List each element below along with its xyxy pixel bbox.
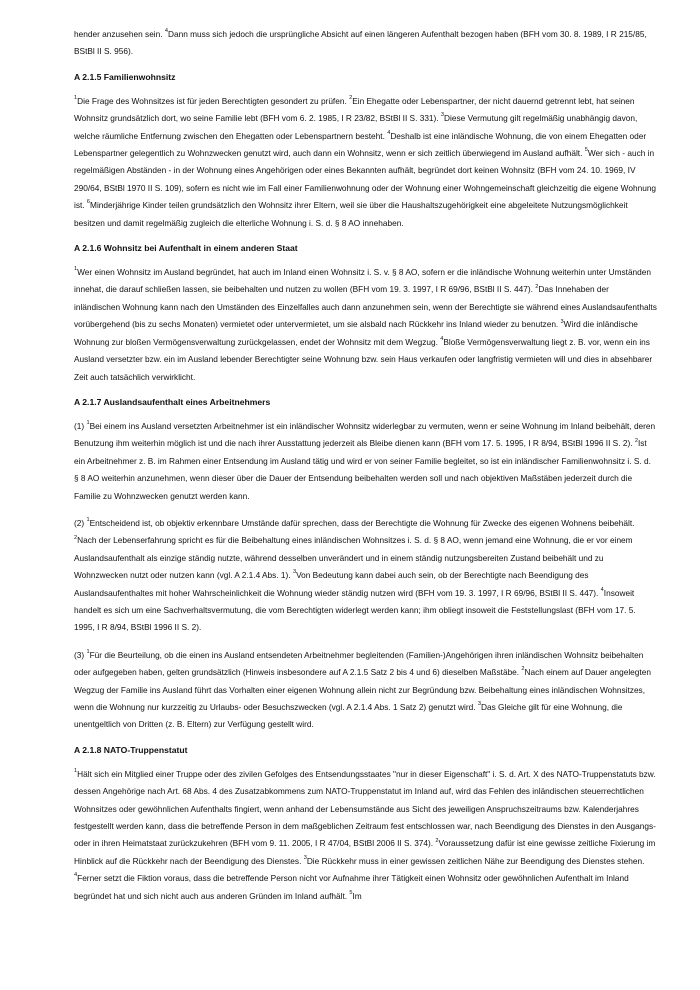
sentence-number: 4: [440, 335, 444, 342]
paragraph-text: Im: [352, 890, 362, 901]
paragraph-text: Minderjährige Kinder teilen grundsätzlich den Wohnsitz ihrer Eltern, weil sie über die Haushaltszugehörigkeit eine abgeleitete Nutzungsmöglichkeit besitzen und damit regelmäßig zugleich die elterliche Wohnung i. S. d. § 8 AO innehaben.: [74, 200, 628, 228]
sentence-number: 2: [535, 283, 539, 290]
sentence-number: 5: [584, 147, 588, 154]
paragraph-text: Die Frage des Wohnsitzes ist für jeden Berechtigten gesondert zu prüfen.: [77, 95, 350, 106]
section-heading: A 2.1.8 NATO-Truppenstatut: [74, 744, 188, 755]
sentence-number: 6: [86, 199, 91, 206]
sentence-number: 2: [521, 666, 525, 673]
paragraph: [74, 766, 657, 905]
paragraph-text: Bloße Vermögensverwaltung liegt z. B. vor, wenn ein ins Ausland versetzter bzw. ein im Ausland lebender Berechtigter seine Wohnung bzw. sein Haus verkaufen oder langfristig vermieten will und dies in absehbarer Zeit auch tatsächlich verwirklicht.: [74, 336, 653, 382]
sentence-number: 3: [303, 855, 307, 862]
sentence-number: 2: [634, 437, 638, 444]
sentence-number: 5: [349, 889, 353, 896]
paragraph-text: Dann muss sich jedoch die ursprüngliche Absicht auf einen längeren Aufenthalt bezogen haben (BFH vom 30. 8. 1989, I R 215/85, BStBl II S. 956).: [74, 29, 647, 57]
sentence-number: 1: [74, 768, 78, 775]
paragraph-text: Wird die inländische Wohnung zur bloßen Vermögensverwaltung zurückgelassen, endet der Wohnsitz mit dem Wegzug.: [74, 319, 638, 347]
sentence-number: 4: [74, 872, 78, 879]
paragraph-text: Ferner setzt die Fiktion voraus, dass die betreffende Person nicht vor Aufnahme ihrer Tätigkeit einen Wohnsitz oder gewöhnlichen Aufenthalt im Inland begründet hat und sich nicht auch aus anderen Gründen im Inland aufhält.: [74, 873, 629, 901]
sentence-number: 4: [164, 28, 168, 35]
paragraph-text: Bei einem ins Ausland versetzten Arbeitnehmer ist ein inländischer Wohnsitz widerlegbar zu vermuten, wenn er seine Wohnung im Inland beibehält, deren Benutzung ihm weiterhin möglich ist und die nach ihrer Ausstattung jederzeit als Bleibe dienen kann (BFH vom 17. 5. 1995, I R 8/94, BStBl 1996 II S. 2).: [74, 420, 656, 449]
paragraph-text: Von Bedeutung kann dabei auch sein, ob der Berechtigte nach Beendigung des Auslandsaufenthaltes mit hoher Wahrscheinlichkeit die Wohnung wieder ständig nutzen wird (BFH vom 19. 3. 1997, I R 69/96, BStBl II S. 447).: [74, 570, 601, 598]
paragraph-text: Wer einen Wohnsitz im Ausland begründet, hat auch im Inland einen Wohnsitz i. S. v. § 8 AO, sofern er die inländische Wohnung weiterhin unter Umständen innehat, die darauf schließen lassen, sie beibehalten und nutzen zu wollen (BFH vom 19. 3. 1997, I R 69/96, BStBl II S. 447).: [74, 267, 652, 295]
sentence-number: 1: [86, 420, 90, 427]
section-heading: A 2.1.5 Familienwohnsitz: [74, 71, 176, 82]
paragraph-text: Entscheidend ist, ob objektiv erkennbare Umstände dafür sprechen, dass der Berechtigte die Wohnung für Zwecke des eigenen Wohnens beibehält.: [89, 517, 635, 528]
paragraph-text: Wer sich - auch in regelmäßigen Abständen - in der Wohnung eines Angehörigen oder eines Bekannten aufhält, begründet dort keinen Wohnsitz (BFH vom 24. 10. 1969, IV 290/64, BStBl 1970 II S. 109), sofern es nicht wie im Fall einer Familienwohnung oder der Wohnung einer Wohngemeinschaft gleichzeitig die eigene Wohnung ist.: [74, 148, 657, 211]
sentence-number: 1: [86, 517, 90, 524]
section-heading: A 2.1.7 Auslandsaufenthalt eines Arbeitnehmers: [74, 396, 271, 407]
section-heading: A 2.1.6 Wohnsitz bei Aufenthalt in einem anderen Staat: [74, 243, 298, 254]
paragraph: [74, 647, 657, 734]
paragraph-text: Ein Ehegatte oder Lebenspartner, der nicht dauernd getrennt lebt, hat seinen Wohnsitz grundsätzlich dort, wo seine Familie lebt (BFH vom 6. 2. 1985, I R 23/82, BStBl II S. 331).: [74, 95, 635, 124]
sentence-number: 2: [349, 95, 353, 102]
paragraph: [74, 264, 657, 386]
paragraph-text: Das Gleiche gilt für eine Wohnung, die unentgeltlich von Dritten (z. B. Eltern) zur Verfügung gestellt wird.: [74, 702, 623, 730]
sentence-number: 4: [387, 129, 391, 136]
paragraph-text: Für die Beurteilung, ob die einen ins Ausland entsendeten Arbeitnehmer begleitenden (Familien-)Angehörigen ihren inländischen Wohnsitz beibehalten oder aufgegeben haben, gelten grundsätzlich (Hinweis insbesondere auf A 2.1.5 Satz 2 bis 4 und 6) dieselben Maßstäbe.: [74, 649, 644, 678]
paragraph-text: Diese Vermutung gilt regelmäßig unabhängig davon, welche räumliche Entfernung zwischen den Ehegatten oder Lebenspartnern besteht.: [74, 113, 638, 141]
paragraph-text: Das Innehaben der inländischen Wohnung kann nach den Umständen des Einzelfalles auch dann anzunehmen sein, wenn der Berechtigte sie während eines Auslandsaufenthalts vorübergehend (bis zu sechs Monaten) vermietet oder untervermietet, um sie alsbald nach Rückkehr ins Inland wieder zu benutzen.: [74, 284, 657, 330]
paragraph-text: Nach der Lebenserfahrung spricht es für die Beibehaltung eines inländischen Wohnsitzes i. S. d. § 8 AO, wenn jemand eine Wohnung, die er vor einem Auslandsaufenthalt als einzige ständig nutzte, während desselben unverändert und in einem ständig nutzungsbereiten Zustand beibehält und zu Wohnzwecken nutzt oder nutzen kann (vgl. A 2.1.4 Abs. 1).: [74, 535, 633, 581]
paragraph-text: (1): [74, 420, 87, 431]
paragraph-text: Deshalb ist eine inländische Wohnung, die von einem Ehegatten oder Lebenspartner gelegentlich zu Wohnzwecken genutzt wird, auch dann ein Wohnsitz, wenn er sich zeitlich überwiegend im Ausland aufhält.: [74, 130, 647, 159]
paragraph-text: Nach einem auf Dauer angelegten Wegzug der Familie ins Ausland führt das Vorhalten einer eigenen Wohnung allein nicht zur Begründung bzw. Beibehaltung eines inländischen Wohnsitzes, wenn die Wohnung nur kurzzeitig zu Urlaubs- oder Besuchszwecken (vgl. A 2.1.4 Abs. 1 Satz 2) genutzt wird.: [74, 667, 651, 712]
paragraph-text: Ist ein Arbeitnehmer z. B. im Rahmen einer Entsendung im Ausland tätig und wird er von seiner Familie begleitet, so ist ein inländischer Familienwohnsitz i. S. d. § 8 AO weiterhin anzunehmen, wenn dieser über die Dauer der Entsendung beibehalten werden soll und nach objektiven Maßstäben jederzeit durch die Familie zu Wohnzwecken genutzt werden kann.: [74, 438, 651, 501]
sentence-number: 1: [74, 95, 78, 102]
sentence-number: 1: [74, 266, 78, 273]
paragraph-text: (2): [74, 517, 87, 528]
paragraph: [74, 418, 657, 505]
sentence-number: 3: [292, 569, 297, 576]
paragraph-text: Die Rückkehr muss in einer gewissen zeitlichen Nähe zur Beendigung des Dienstes stehen.: [306, 855, 645, 866]
paragraph: [74, 515, 657, 637]
paragraph: [74, 93, 657, 232]
sentence-number: 2: [435, 837, 439, 844]
sentence-number: 3: [440, 112, 445, 119]
sentence-number: 3: [560, 318, 564, 325]
sentence-number: 1: [86, 649, 90, 656]
paragraph-text: (3): [74, 649, 87, 660]
paragraph-text: Hält sich ein Mitglied einer Truppe oder des zivilen Gefolges des Entsendungsstaates "nur in dieser Eigenschaft" i. S. d. Art. X des NATO-Truppenstatuts bzw. dessen Angehörige nach Art. 68 Abs. 4 des Zusatzabkommens zum NATO-Truppenstatut im Inland auf, wird das Fehlen des inländischen steuerrechtlichen Wohnsitzes oder gewöhnlichen Aufenthalts fingiert, wenn anhand der Lebensumstände aus Sicht des jeweiligen Anspruchszeitraums bzw. Kalenderjahres festgestellt werden kann, dass die betreffende Person in dem maßgeblichen Zeitraum fest entschlossen war, nach Beendigung des Dienstes in den Ausgangs- oder in ihren Heimatstaat zurückzukehren (BFH vom 9. 11. 2005, I R 47/04, BStBl 2006 II S. 374).: [74, 768, 656, 849]
sentence-number: 4: [600, 586, 604, 593]
paragraph-text: Voraussetzung dafür ist eine gewisse zeitliche Fixierung im Hinblick auf die Rückkehr nach der Beendigung des Dienstes.: [74, 838, 656, 866]
paragraph: [74, 26, 657, 61]
paragraph-text: hender anzusehen sein.: [74, 29, 165, 39]
sentence-number: 3: [477, 701, 481, 708]
paragraph-text: Insoweit handelt es sich um eine Sachverhaltsvermutung, die vom Berechtigten widerlegt werden kann; ihm obliegt insoweit die Feststellungslast (BFH vom 17. 5. 1995, I R 8/94, BStBl 1996 II S. 2).: [74, 587, 636, 633]
sentence-number: 2: [74, 534, 78, 541]
